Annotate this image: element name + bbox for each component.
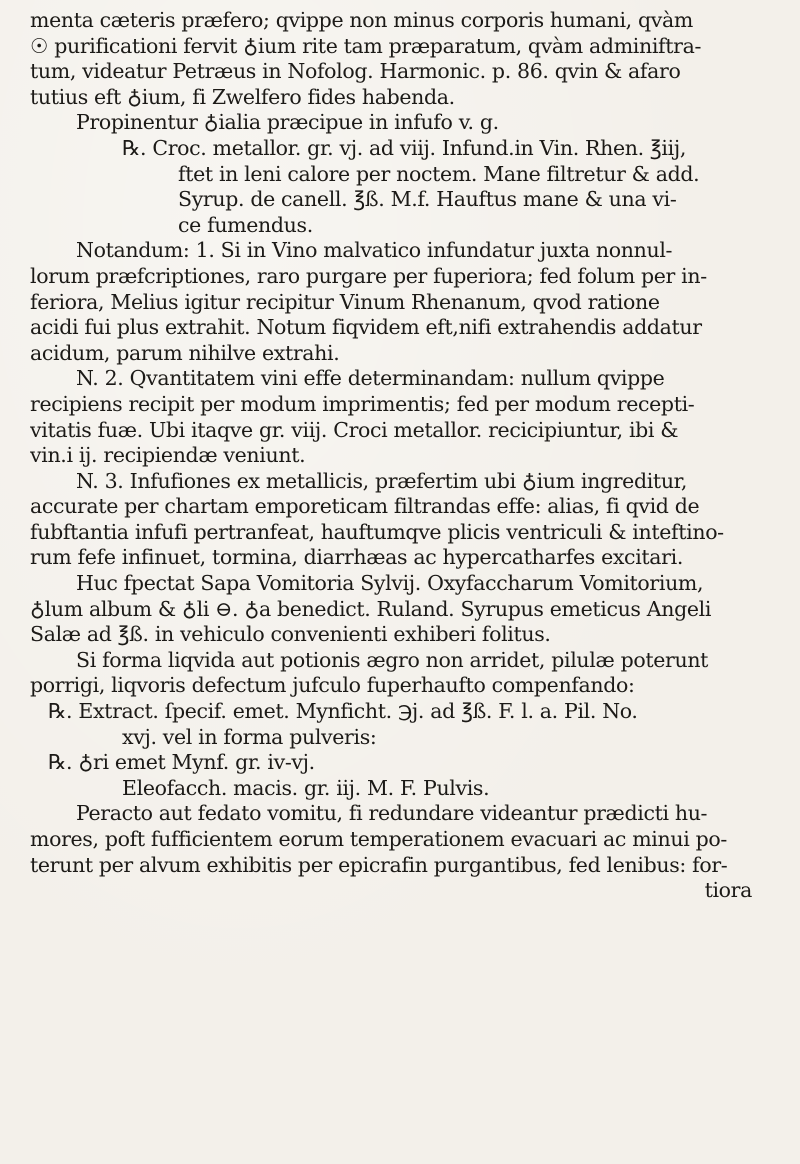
text-line: ce fumendus. xyxy=(178,212,313,237)
text-line: lorum præfcriptiones, raro purgare per fuperiora; fed folum per in- xyxy=(30,263,707,288)
text-line: xvj. vel in forma pulveris: xyxy=(122,724,377,749)
text-line: Eleofacch. macis. gr. iij. M. F. Pulvis. xyxy=(122,775,490,800)
page-text xyxy=(30,8,782,878)
text-line: ℞. Extract. ſpecif. emet. Mynficht. ℈j. ad ℥ß. F. l. a. Pil. No. xyxy=(48,699,638,724)
text-line: Notandum: 1. Si in Vino malvatico infundatur juxta nonnul- xyxy=(76,238,673,263)
text-line: Propinentur ♁ialia præcipue in infufo v. g. xyxy=(76,110,499,135)
text-line: Salæ ad ℥ß. in vehiculo convenienti exhiberi folitus. xyxy=(30,622,551,647)
catchword: tiora xyxy=(704,878,752,903)
text-line: ☉ purificationi fervit ♁ium rite tam præparatum, qvàm adminiftra- xyxy=(30,33,702,58)
text-line: N. 3. Infufiones ex metallicis, præfertim ubi ♁ium ingreditur, xyxy=(76,468,688,493)
catchword-line xyxy=(30,878,782,904)
text-line: tutius eft ♁ium, fi Zwelfero fides habenda. xyxy=(30,84,455,109)
text-line: feriora, Melius igitur recipitur Vinum Rhenanum, qvod ratione xyxy=(30,289,660,314)
text-line: ℞. Croc. metallor. gr. vj. ad viij. Infund.in Vin. Rhen. ℥iij, xyxy=(122,135,687,160)
text-line: vin.i ij. recipiendæ veniunt. xyxy=(30,443,306,468)
text-line: menta cæteris præfero; qvippe non minus corporis humani, qvàm xyxy=(30,8,693,32)
text-line: porrigi, liqvoris defectum jufculo fuperhaufto compenfando: xyxy=(30,673,635,698)
text-line: Si forma liqvida aut potionis ægro non arridet, pilulæ poterunt xyxy=(76,647,709,672)
text-line: accurate per chartam emporeticam filtrandas effe: alias, fi qvid de xyxy=(30,494,700,519)
text-line: ftet in leni calore per noctem. Mane filtretur & add. xyxy=(178,161,700,186)
text-line: vitatis fuæ. Ubi itaqve gr. viij. Croci metallor. recicipiuntur, ibi & xyxy=(30,417,679,442)
text-line: recipiens recipit per modum imprimentis; fed per modum recepti- xyxy=(30,391,695,416)
text-line: Huc fpectat Sapa Vomitoria Sylvij. Oxyfaccharum Vomitorium, xyxy=(76,571,704,596)
text-line: fubftantia infufi pertranfeat, hauftumqve plicis ventriculi & inteftino- xyxy=(30,519,724,544)
text-line: acidum, parum nihilve extrahi. xyxy=(30,340,340,365)
text-line: acidi fui plus extrahit. Notum fiqvidem eft,nifi extrahendis addatur xyxy=(30,315,702,340)
text-line: N. 2. Qvantitatem vini effe determinandam: nullum qvippe xyxy=(76,366,665,391)
text-line: tum, videatur Petræus in Nofolog. Harmonic. p. 86. qvin & afaro xyxy=(30,59,681,84)
text-line: rum fefe infinuet, tormina, diarrhæas ac hypercatharfes excitari. xyxy=(30,545,683,570)
text-line: Syrup. de canell. ℥ß. M.f. Hauftus mane & una vi- xyxy=(178,187,677,212)
text-line: Peracto aut fedato vomitu, fi redundare videantur prædicti hu- xyxy=(76,801,708,826)
text-line: ♁lum album & ♁li ⊖. ♁a benedict. Ruland. Syrupus emeticus Angeli xyxy=(30,596,712,621)
text-line: terunt per alvum exhibitis per epicrafin purgantibus, fed lenibus: for- xyxy=(30,852,728,877)
text-line: ℞. ♁ri emet Mynf. gr. iv-vj. xyxy=(48,750,315,775)
text-line: mores, poft fufficientem eorum temperationem evacuari ac minui po- xyxy=(30,827,727,851)
